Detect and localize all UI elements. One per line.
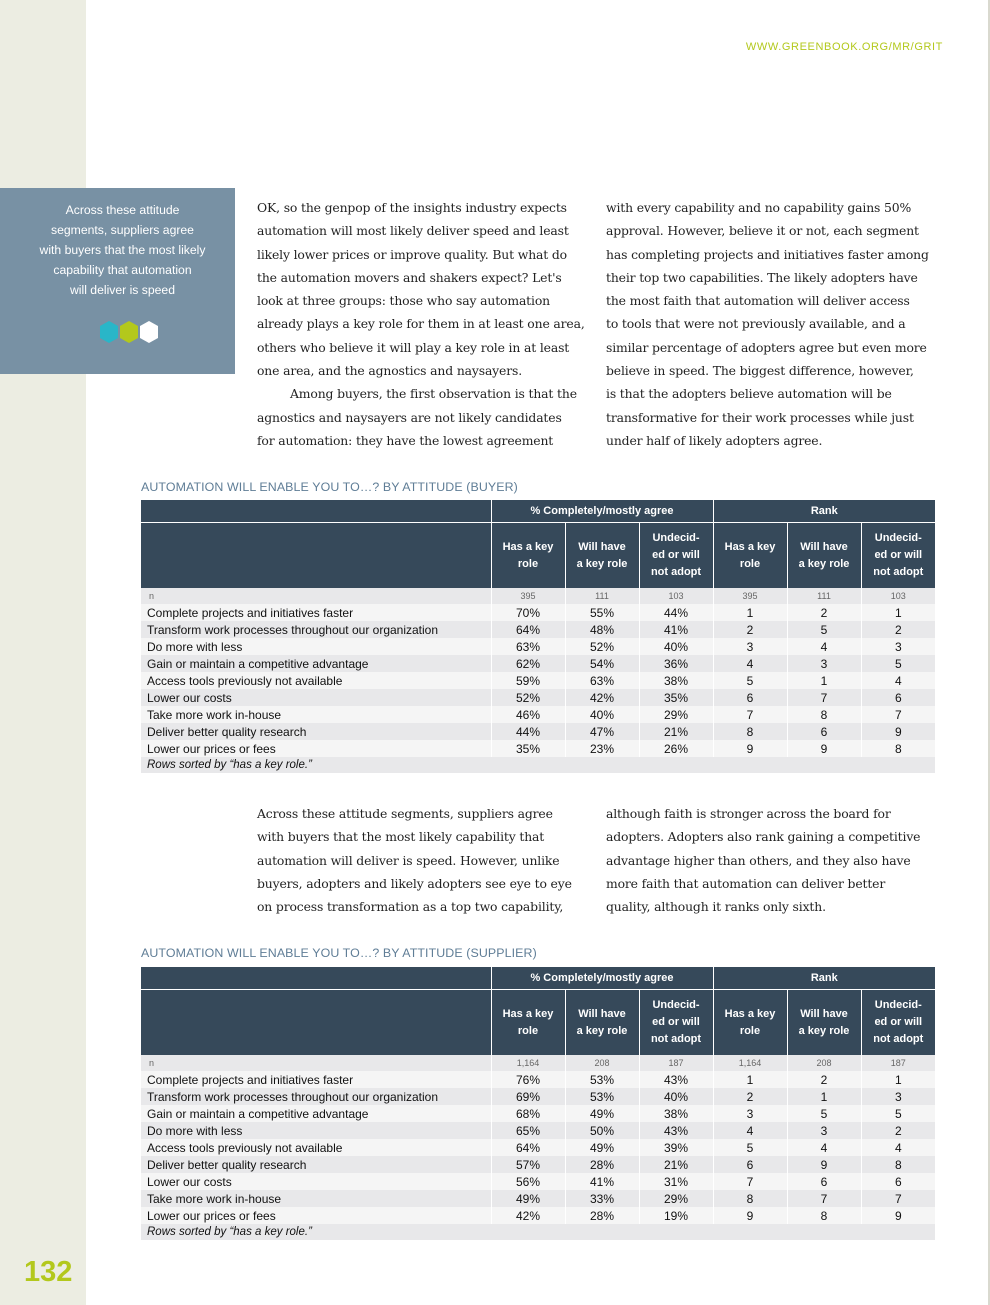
table-row: Transform work processes throughout our organization 64% 48% 41% 2 5 2 bbox=[141, 621, 935, 638]
text-line: the automation movers and shakers expect? Let's bbox=[257, 269, 562, 285]
table-row: Lower our costs 52% 42% 35% 6 7 6 bbox=[141, 689, 935, 706]
group-header-agree: % Completely/mostly agree bbox=[491, 967, 713, 990]
text-line: approval. However, believe it or not, each segment bbox=[606, 223, 919, 239]
text-line: similar percentage of adopters agree but even more bbox=[606, 339, 927, 355]
mid-column-2 bbox=[606, 802, 920, 918]
hexagon-white bbox=[140, 321, 158, 343]
text-line: although faith is stronger across the board for bbox=[606, 806, 891, 821]
pull-quote-line: Across these attitude bbox=[65, 203, 180, 217]
pull-quote-line: will deliver is speed bbox=[70, 283, 175, 297]
text-line: with buyers that the most likely capability that bbox=[257, 829, 545, 845]
mid-column-1 bbox=[257, 802, 572, 918]
buyer-table-title: AUTOMATION WILL ENABLE YOU TO…? BY ATTITUDE (BUYER) bbox=[141, 480, 518, 494]
text-line: OK, so the genpop of the insights industry expects bbox=[257, 200, 567, 215]
text-line: on process transformation as a top two capability, bbox=[257, 899, 564, 915]
pull-quote-text bbox=[24, 200, 221, 300]
table-row: Lower our costs 56% 41% 31% 7 6 6 bbox=[141, 1173, 935, 1190]
table-row: Deliver better quality research 44% 47% 21% 8 6 9 bbox=[141, 723, 935, 740]
buyer-table bbox=[141, 500, 935, 773]
text-line: is that the adopters believe automation will be bbox=[606, 386, 892, 402]
header-blank bbox=[141, 990, 491, 1056]
text-line: Across these attitude segments, suppliers agree bbox=[257, 806, 553, 821]
hexagon-lime bbox=[120, 321, 138, 343]
intro-column-1 bbox=[257, 196, 585, 452]
text-line: one area, and the agnostics and naysayers. bbox=[257, 363, 522, 379]
text-line: has completing projects and initiatives faster among bbox=[606, 246, 929, 262]
col-header: Will have a key role bbox=[787, 523, 861, 589]
pull-quote-line: capability that automation bbox=[53, 263, 192, 277]
table-row: Gain or maintain a competitive advantage 62% 54% 36% 4 3 5 bbox=[141, 655, 935, 672]
group-header-agree: % Completely/mostly agree bbox=[491, 500, 713, 523]
table-row: Do more with less 63% 52% 40% 3 4 3 bbox=[141, 638, 935, 655]
table-row: Deliver better quality research 57% 28% 21% 6 9 8 bbox=[141, 1156, 935, 1173]
sample-size-row: n 395 111 103 395 111 103 bbox=[141, 588, 935, 604]
col-header: Undecid- ed or will not adopt bbox=[639, 990, 713, 1056]
text-line: agnostics and naysayers are not likely candidates bbox=[257, 409, 562, 425]
col-header: Will have a key role bbox=[565, 523, 639, 589]
pull-quote-line: with buyers that the most likely bbox=[39, 243, 206, 257]
page-number: 132 bbox=[24, 1256, 73, 1288]
text-line: more faith that automation can deliver better bbox=[606, 875, 886, 891]
header-url[interactable]: WWW.GREENBOOK.ORG/MR/GRIT bbox=[745, 41, 943, 53]
text-line: adopters. Adopters also rank gaining a competitive bbox=[606, 829, 921, 845]
col-header: Will have a key role bbox=[565, 990, 639, 1056]
supplier-table bbox=[141, 967, 935, 1240]
col-header: Undecid- ed or will not adopt bbox=[861, 523, 935, 589]
header-blank bbox=[141, 500, 491, 523]
sample-size-row: n 1,164 208 187 1,164 208 187 bbox=[141, 1055, 935, 1071]
table-row: Access tools previously not available 64% 49% 39% 5 4 4 bbox=[141, 1139, 935, 1156]
pull-quote-callout bbox=[0, 188, 235, 374]
text-line: for automation: they have the lowest agreement bbox=[257, 432, 554, 448]
table-row: Complete projects and initiatives faster 70% 55% 44% 1 2 1 bbox=[141, 604, 935, 621]
text-line: transformative for their work processes while just bbox=[606, 409, 914, 425]
col-header: Has a key role bbox=[491, 523, 565, 589]
text-line: buyers, adopters and likely adopters see eye to eye bbox=[257, 875, 572, 891]
text-line: believe in speed. The biggest difference, however, bbox=[606, 363, 914, 379]
table-row: Gain or maintain a competitive advantage 68% 49% 38% 3 5 5 bbox=[141, 1105, 935, 1122]
text-line: advantage higher than others, and they also have bbox=[606, 852, 911, 868]
table-note-row: Rows sorted by “has a key role.” bbox=[141, 757, 935, 773]
table-row: Take more work in-house 49% 33% 29% 8 7 7 bbox=[141, 1190, 935, 1207]
text-line: with every capability and no capability gains 50% bbox=[606, 200, 912, 215]
text-line: under half of likely adopters agree. bbox=[606, 432, 823, 448]
table-row: Transform work processes throughout our organization 69% 53% 40% 2 1 3 bbox=[141, 1088, 935, 1105]
supplier-table-title: AUTOMATION WILL ENABLE YOU TO…? BY ATTITUDE (SUPPLIER) bbox=[141, 946, 537, 960]
header-blank bbox=[141, 967, 491, 990]
group-header-rank: Rank bbox=[713, 500, 935, 523]
table-row: Complete projects and initiatives faster 76% 53% 43% 1 2 1 bbox=[141, 1071, 935, 1088]
text-line: look at three groups: those who say automation bbox=[257, 293, 550, 309]
col-header: Will have a key role bbox=[787, 990, 861, 1056]
table-row: Access tools previously not available 59% 63% 38% 5 1 4 bbox=[141, 672, 935, 689]
group-header-rank: Rank bbox=[713, 967, 935, 990]
text-line: automation will deliver is speed. However, unlike bbox=[257, 852, 560, 868]
text-line: already plays a key role for them in at least one area, bbox=[257, 316, 585, 332]
col-header: Has a key role bbox=[491, 990, 565, 1056]
table-row: Take more work in-house 46% 40% 29% 7 8 7 bbox=[141, 706, 935, 723]
text-line: to tools that were not previously available, and a bbox=[606, 316, 906, 332]
table-row: Lower our prices or fees 35% 23% 26% 9 9 8 bbox=[141, 740, 935, 757]
col-header: Undecid- ed or will not adopt bbox=[861, 990, 935, 1056]
hexagon-cyan bbox=[100, 321, 118, 343]
intro-column-2 bbox=[606, 196, 929, 452]
col-header: Has a key role bbox=[713, 990, 787, 1056]
text-line: Among buyers, the first observation is that the bbox=[290, 386, 577, 402]
hexagon-cluster-icon bbox=[98, 319, 162, 345]
text-line: the most faith that automation will deliver access bbox=[606, 293, 910, 309]
col-header: Undecid- ed or will not adopt bbox=[639, 523, 713, 589]
text-line: likely lower prices or improve quality. But what do bbox=[257, 246, 567, 262]
header-blank bbox=[141, 523, 491, 589]
pull-quote-line: segments, suppliers agree bbox=[51, 223, 194, 237]
text-line: others who believe it will play a key role in at least bbox=[257, 339, 570, 355]
text-line: automation will most likely deliver speed and least bbox=[257, 223, 569, 239]
col-header: Has a key role bbox=[713, 523, 787, 589]
table-row: Do more with less 65% 50% 43% 4 3 2 bbox=[141, 1122, 935, 1139]
text-line: their top two capabilities. The likely adopters have bbox=[606, 269, 918, 285]
text-line: quality, although it ranks only sixth. bbox=[606, 899, 826, 915]
table-note-row: Rows sorted by “has a key role.” bbox=[141, 1224, 935, 1240]
table-row: Lower our prices or fees 42% 28% 19% 9 8 9 bbox=[141, 1207, 935, 1224]
